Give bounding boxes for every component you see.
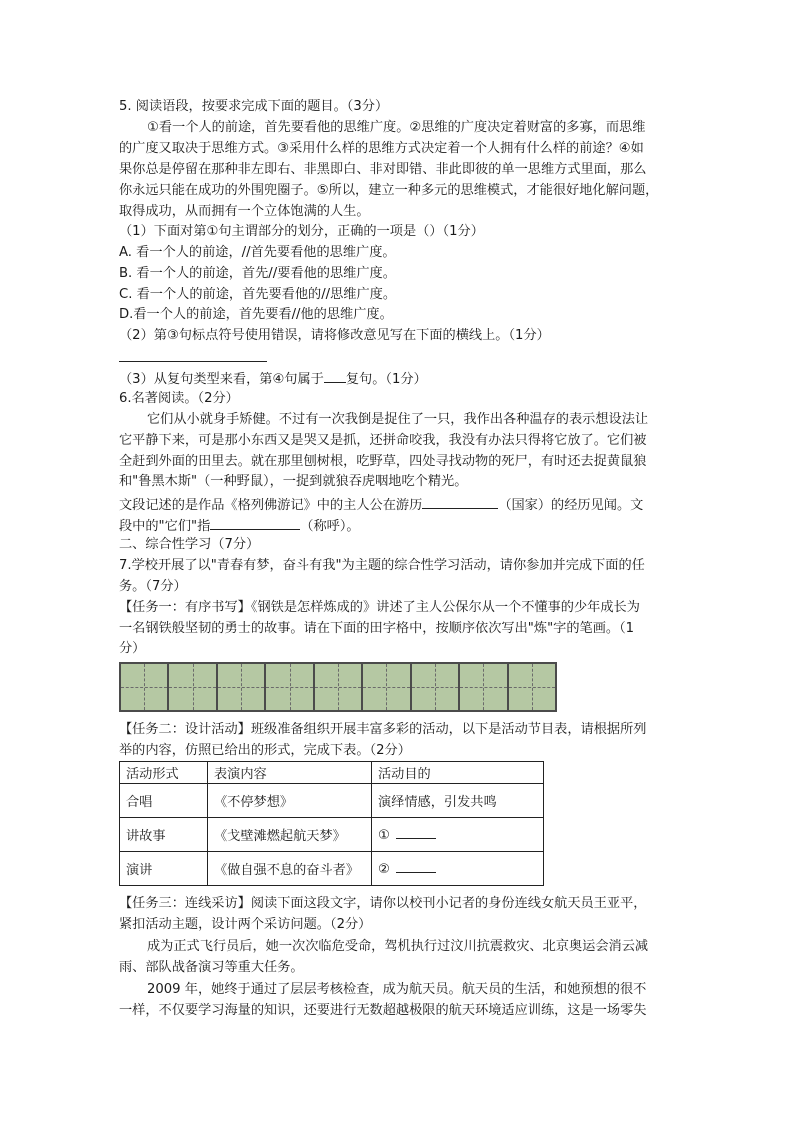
grid-cell[interactable] [363, 664, 411, 710]
q6-q1-prefix: 文段记述的是作品《格列佛游记》中的主人公在游历 [119, 498, 423, 513]
table-header-cell: 活动形式 [120, 762, 208, 784]
q5-sub3-suffix: 复句。（1分） [345, 372, 427, 387]
task3-line: 【任务三：连线采访】阅读下面这段文字，请你以校刊小记者的身份连线女航天员王亚平， [119, 896, 647, 911]
q6-passage-line: 它们从小就身手矫健。不过有一次我倒是捉住了一只，我作出各种温存的表示想设法让 [147, 412, 649, 427]
q5-sub3-blank[interactable] [324, 368, 346, 383]
q6-q2-prefix: 段中的"它们"指 [119, 519, 211, 534]
q6-name-blank[interactable] [210, 515, 300, 530]
table-cell: 讲故事 [120, 818, 208, 852]
task3-passage-line: 2009 年，她终于通过了层层考核检查，成为航天员。航天员的生活，和她预想的很不 [147, 982, 647, 997]
table-row [120, 852, 544, 886]
grid-cell[interactable] [315, 664, 363, 710]
writing-grid [119, 662, 557, 712]
answer-line[interactable] [119, 361, 267, 362]
answer-marker: ① [378, 828, 390, 843]
task3-passage-line: 一样，不仅要学习海量的知识，还要进行无数超越极限的航天环境适应训练，这是一场零失 [119, 1003, 647, 1018]
q6-question-line1 [119, 494, 643, 516]
grid-cell[interactable] [266, 664, 314, 710]
grid-cell[interactable] [460, 664, 508, 710]
q5-passage-line: 取得成功，从而拥有一个立体饱满的人生。 [119, 204, 370, 219]
table-header-cell: 表演内容 [208, 762, 372, 784]
q5-option-a: A. 看一个人的前途，//首先要看他的思维广度。 [119, 245, 396, 260]
task2-line: 【任务二：设计活动】班级准备组织开展丰富多彩的活动，以下是活动节目表，请根据所列 [119, 722, 647, 737]
q6-question-line2 [119, 515, 360, 537]
task3-passage-line: 雨、部队战备演习等重大任务。 [119, 960, 304, 975]
q5-passage-line: 的广度又取决于思维方式。③采用什么样的思维方式决定着一个人拥有什么样的前途？④如 [119, 141, 644, 156]
grid-cell[interactable] [509, 664, 555, 710]
table-cell: 《戈壁滩燃起航天梦》 [208, 818, 372, 852]
table-cell-answer [372, 852, 544, 886]
table-header-row [120, 762, 544, 784]
table-cell: 《不停梦想》 [208, 784, 372, 818]
table-cell-answer [372, 818, 544, 852]
q5-passage-line: ①看一个人的前途，首先要看他的思维广度。②思维的广度决定着财富的多寡，而思维 [147, 120, 646, 135]
q7-header-line: 7.学校开展了以"青春有梦，奋斗有我"为主题的综合性学习活动，请你参加并完成下面的任 [119, 558, 645, 573]
q5-option-b: B. 看一个人的前途，首先//要看他的思维广度。 [119, 266, 396, 281]
answer-blank[interactable] [396, 826, 436, 839]
q6-q2-suffix: （称呼）。 [300, 519, 360, 534]
q5-option-d: D.看一个人的前途，首先要看//他的思维广度。 [119, 307, 393, 322]
q6-q1-suffix: （国家）的经历见闻。文 [498, 498, 644, 513]
section-2-heading: 二、综合性学习（7分） [119, 537, 260, 552]
answer-blank[interactable] [396, 860, 436, 873]
q5-passage-line: 你永远只能在成功的外围兜圈子。⑤所以，建立一种多元的思维模式，才能很好地化解问题， [119, 183, 659, 198]
q5-option-c: C. 看一个人的前途，首先要看他的//思维广度。 [119, 287, 397, 302]
q6-header: 6.名著阅读。（2分） [119, 391, 239, 406]
table-cell: 合唱 [120, 784, 208, 818]
task3-line: 紧扣活动主题，设计两个采访问题。（2分） [119, 917, 372, 932]
q5-sub3 [119, 368, 427, 390]
q6-passage-line: 它平静下来，可是那小东西又是哭又是抓，还拼命咬我，我没有办法只得将它放了。它们被 [119, 433, 647, 448]
task3-passage-line: 成为正式飞行员后，她一次次临危受命，驾机执行过汶川抗震救灾、北京奥运会消云减 [147, 939, 649, 954]
task1-line: 【任务一：有序书写】《钢铁是怎样炼成的》讲述了主人公保尔从一个不懂事的少年成长为 [119, 600, 640, 615]
activity-table [119, 761, 544, 886]
q5-header: 5. 阅读语段，按要求完成下面的题目。（3分） [119, 99, 389, 114]
table-row [120, 818, 544, 852]
table-header-cell: 活动目的 [372, 762, 544, 784]
task2-line: 举的内容，仿照已给出的形式，完成下表。（2分） [119, 743, 411, 758]
q5-sub2: （2）第③句标点符号使用错误，请将修改意见写在下面的横线上。（1分） [119, 328, 550, 343]
table-row [120, 784, 544, 818]
q7-header-line: 务。（7分） [119, 579, 187, 594]
task1-line: 分） [119, 641, 146, 656]
grid-cell[interactable] [218, 664, 266, 710]
grid-cell[interactable] [169, 664, 217, 710]
q5-sub3-prefix: （3）从复句类型来看，第④句属于 [119, 372, 324, 387]
q6-passage-line: 和"鲁黑木斯"（一种野鼠），一捉到就狼吞虎咽地吃个精光。 [119, 474, 468, 489]
table-cell: 演讲 [120, 852, 208, 886]
q5-sub1: （1）下面对第①句主谓部分的划分，正确的一项是（）（1分） [119, 224, 484, 239]
answer-marker: ② [378, 862, 390, 877]
q6-passage-line: 全赶到外面的田里去。就在那里刨树根，吃野草，四处寻找动物的死尸，有时还去捉黄鼠狼 [119, 454, 647, 469]
task1-line: 一名钢铁般坚韧的勇士的故事。请在下面的田字格中，按顺序依次写出"炼"字的笔画。（1 [119, 621, 635, 636]
table-cell: 演绎情感，引发共鸣 [372, 784, 544, 818]
grid-cell[interactable] [121, 664, 169, 710]
table-cell: 《做自强不息的奋斗者》 [208, 852, 372, 886]
q5-passage-line: 果你总是停留在那种非左即右、非黑即白、非对即错、非此即彼的单一思维方式里面，那么 [119, 162, 647, 177]
q6-country-blank[interactable] [422, 494, 498, 509]
grid-cell[interactable] [412, 664, 460, 710]
